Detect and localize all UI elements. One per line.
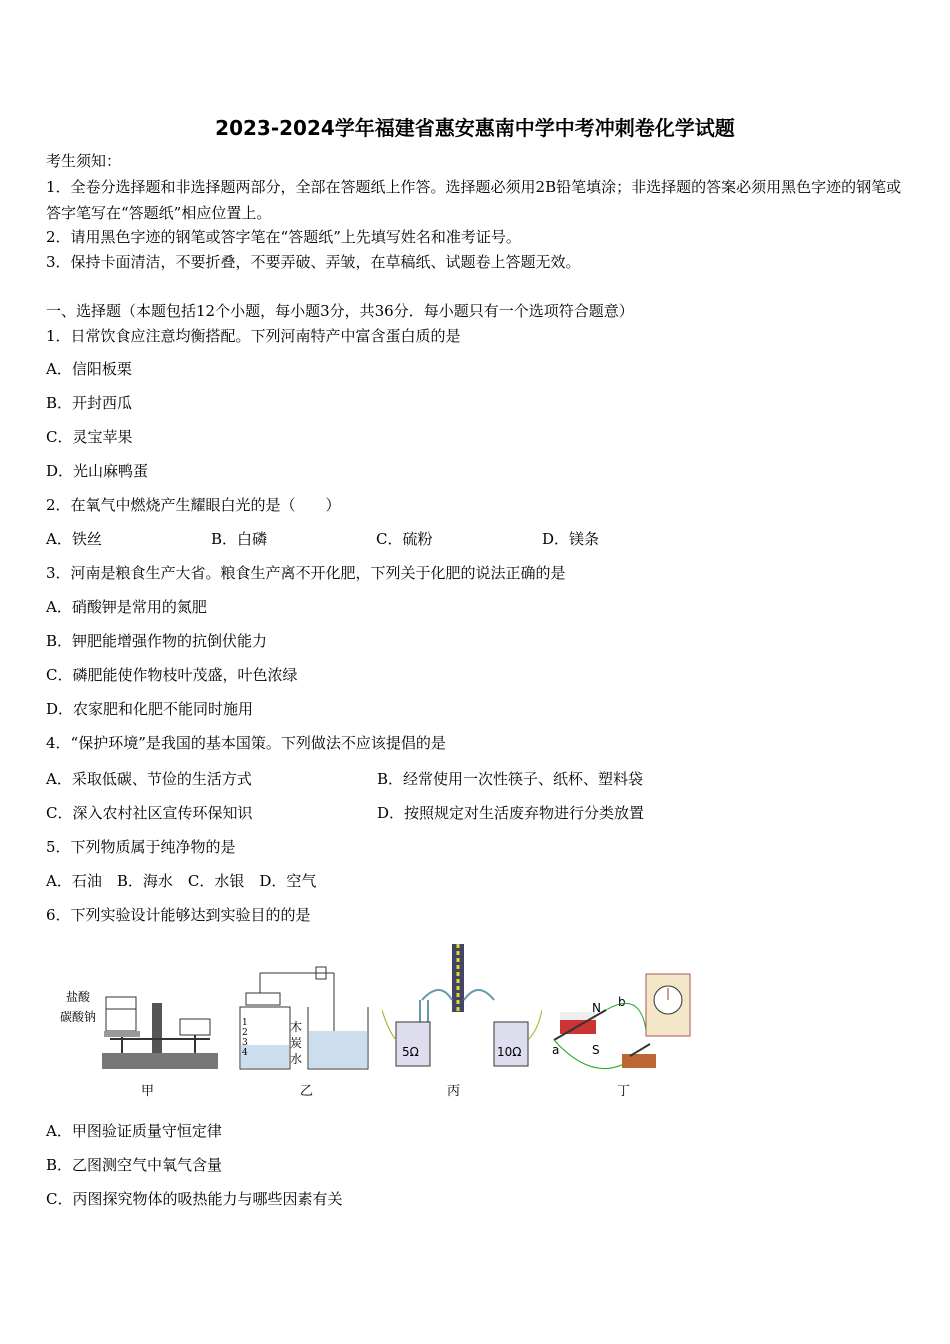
- q1-option-a: A．信阳板栗: [46, 360, 132, 378]
- q2-option-c: C．硫粉: [376, 530, 433, 548]
- label-10-ohm: 10Ω: [497, 1045, 522, 1059]
- figure-jia: [60, 975, 220, 1075]
- q3-option-d: D．农家肥和化肥不能同时施用: [46, 700, 254, 718]
- q4-stem: 4．“保护环境”是我国的基本国策。下列做法不应该提倡的是: [46, 734, 446, 752]
- caption-jia: 甲: [141, 1084, 155, 1099]
- section-heading: 一、选择题（本题包括12个小题，每小题3分，共36分．每小题只有一个选项符合题意）: [46, 302, 634, 320]
- q6-option-b: B．乙图测空气中氧气含量: [46, 1156, 223, 1174]
- label-b: b: [618, 995, 626, 1009]
- q1-option-c: C．灵宝苹果: [46, 428, 133, 446]
- label-mark-2: 2: [242, 1028, 248, 1038]
- q2-stem: 2．在氧气中燃烧产生耀眼白光的是（ ）: [46, 496, 341, 514]
- q3-option-a: A．硝酸钾是常用的氮肥: [46, 598, 207, 616]
- label-mark-1: 1: [242, 1018, 248, 1028]
- caption-yi: 乙: [300, 1084, 314, 1099]
- notice-heading: 考生须知：: [46, 152, 122, 170]
- label-mark-3: 3: [242, 1038, 248, 1048]
- label-charcoal-2: 炭: [290, 1036, 303, 1050]
- q3-stem: 3．河南是粮食生产大省。粮食生产离不开化肥，下列关于化肥的说法正确的是: [46, 564, 566, 582]
- label-hydrochloric-acid: 盐酸: [66, 990, 91, 1004]
- label-a: a: [552, 1043, 560, 1057]
- q2-option-b: B．白磷: [211, 530, 268, 548]
- q6-option-c: C．丙图探究物体的吸热能力与哪些因素有关: [46, 1190, 343, 1208]
- q6-option-a: A．甲图验证质量守恒定律: [46, 1122, 222, 1140]
- q4-option-d: D．按照规定对生活废弃物进行分类放置: [377, 804, 645, 822]
- notice-item-1: 1．全卷分选择题和非选择题两部分，全部在答题纸上作答。选择题必须用2B铅笔填涂；非选择题的答案必须用黑色字迹的钢笔或答字笔写在“答题纸”相应位置上。: [46, 178, 902, 222]
- label-5-ohm: 5Ω: [402, 1045, 419, 1059]
- q1-option-d: D．光山麻鸭蛋: [46, 462, 149, 480]
- label-south: S: [592, 1043, 600, 1057]
- q2-option-d: D．镁条: [542, 530, 600, 548]
- label-charcoal-1: 木: [290, 1020, 303, 1034]
- q4-option-c: C．深入农村社区宣传环保知识: [46, 804, 253, 822]
- q5-options: A．石油 B．海水 C．水银 D．空气: [46, 872, 317, 890]
- notice-item-3: 3．保持卡面清洁，不要折叠，不要弄破、弄皱，在草稿纸、试题卷上答题无效。: [46, 253, 581, 271]
- q2-option-a: A．铁丝: [46, 530, 102, 548]
- notice-item-2: 2．请用黑色字迹的钢笔或答字笔在“答题纸”上先填写姓名和准考证号。: [46, 228, 521, 246]
- q1-option-b: B．开封西瓜: [46, 394, 133, 412]
- label-water: 水: [290, 1052, 303, 1066]
- caption-ding: 丁: [617, 1084, 631, 1099]
- q6-stem: 6．下列实验设计能够达到实验目的的是: [46, 906, 311, 924]
- page-title: 2023-2024学年福建省惠安惠南中学中考冲刺卷化学试题: [215, 116, 735, 140]
- figure-yi: [232, 945, 372, 1075]
- q1-stem: 1．日常饮食应注意均衡搭配。下列河南特产中富含蛋白质的是: [46, 327, 461, 345]
- caption-bing: 丙: [447, 1084, 461, 1099]
- label-sodium-carbonate: 碳酸钠: [60, 1010, 97, 1024]
- label-mark-4: 4: [242, 1048, 248, 1058]
- q3-option-c: C．磷肥能使作物枝叶茂盛，叶色浓绿: [46, 666, 298, 684]
- figure-ding: [550, 970, 700, 1075]
- q3-option-b: B．钾肥能增强作物的抗倒伏能力: [46, 632, 268, 650]
- q4-option-b: B．经常使用一次性筷子、纸杯、塑料袋: [377, 770, 644, 788]
- label-north: N: [592, 1001, 601, 1015]
- q5-stem: 5．下列物质属于纯净物的是: [46, 838, 236, 856]
- figure-bing: [382, 940, 542, 1075]
- q4-option-a: A．采取低碳、节俭的生活方式: [46, 770, 252, 788]
